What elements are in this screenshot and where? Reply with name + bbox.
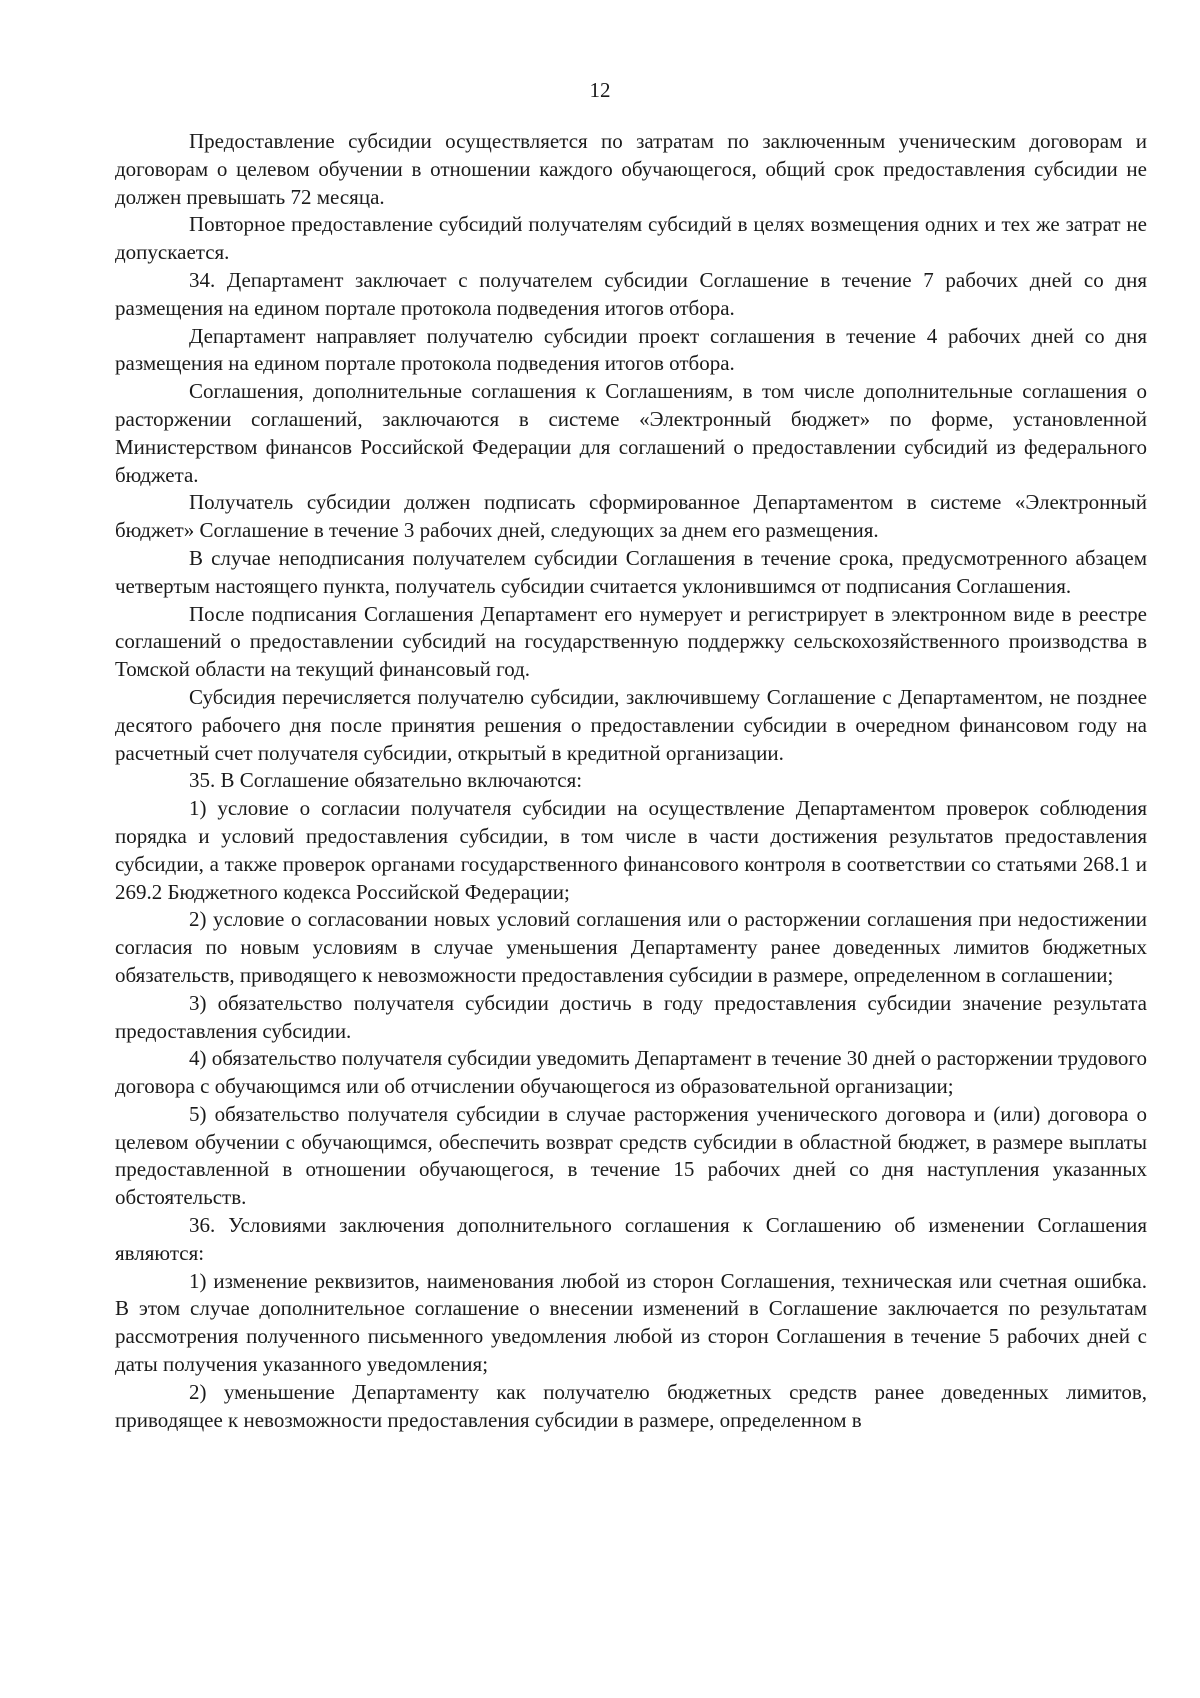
paragraph: 1) изменение реквизитов, наименования любой из сторон Соглашения, техническая или счетная ошибка. В этом случае дополнительное соглашение о внесении изменений в Соглашение заключается по результатам рассмотрения полученного письменного уведомления любой из сторон Соглашения в течение 5 рабочих дней с даты получения указанного уведомления; [115, 1268, 1147, 1377]
paragraph: 36. Условиями заключения дополнительного соглашения к Соглашению об изменении Соглашения являются: [115, 1213, 1147, 1265]
paragraph: После подписания Соглашения Департамент его нумерует и регистрирует в электронном виде в реестре соглашений о предоставлении субсидий на государственную поддержку сельскохозяйственного производства в Томской области на текущий финансовый год. [115, 601, 1147, 682]
paragraph: В случае неподписания получателем субсидии Соглашения в течение срока, предусмотренного абзацем четвертым настоящего пункта, получатель субсидии считается уклонившимся от подписания Соглашения. [115, 545, 1147, 598]
paragraph: Субсидия перечисляется получателю субсидии, заключившему Соглашение с Департаментом, не позднее десятого рабочего дня после принятия решения о предоставлении субсидии в очередном финансовом году на расчетный счет получателя субсидии, открытый в кредитной организации. [115, 684, 1147, 765]
paragraph: Департамент направляет получателю субсидии проект соглашения в течение 4 рабочих дней со дня размещения на едином портале протокола подведения итогов отбора. [115, 323, 1147, 376]
paragraph: Соглашения, дополнительные соглашения к Соглашениям, в том числе дополнительные соглашения о расторжении соглашений, заключаются в системе «Электронный бюджет» по форме, установленной Министерством финансов Российской Федерации для соглашений о предоставлении субсидий из федерального бюджета. [115, 379, 1147, 487]
paragraph: 2) условие о согласовании новых условий соглашения или о расторжении соглашения при недостижении согласия по новым условиям в случае уменьшения Департаменту ранее доведенных лимитов бюджетных обязательств, приводящего к невозможности предоставления субсидии в размере, определенном в соглашении; [115, 907, 1147, 987]
paragraph: Получатель субсидии должен подписать сформированное Департаментом в системе «Электронный бюджет» Соглашение в течение 3 рабочих дней, следующих за днем его размещения. [115, 490, 1147, 543]
paragraph: 2) уменьшение Департаменту как получателю бюджетных средств ранее доведенных лимитов, приводящее к невозможности предоставления субсидии в размере, определенном в [115, 1379, 1147, 1432]
paragraph: Повторное предоставление субсидий получателям субсидий в целях возмещения одних и тех же затрат не допускается. [115, 212, 1147, 265]
paragraph: 4) обязательство получателя субсидии уведомить Департамент в течение 30 дней о расторжении трудового договора с обучающимся или об отчислении обучающегося из образовательной организации; [115, 1046, 1147, 1099]
page-number: 12 [589, 78, 611, 102]
paragraph: 34. Департамент заключает с получателем субсидии Соглашение в течение 7 рабочих дней со дня размещения на едином портале протокола подведения итогов отбора. [115, 267, 1147, 320]
paragraph: 5) обязательство получателя субсидии в случае расторжения ученического договора и (или) договора о целевом обучении с обучающимся, обеспечить возврат средств субсидии в областной бюджет, в размере выплаты предоставленной в отношении обучающегося, в течение 15 рабочих дней со дня наступления указанных обстоятельств. [115, 1101, 1147, 1210]
paragraph: 1) условие о согласии получателя субсидии на осуществление Департаментом проверок соблюдения порядка и условий предоставления субсидии, в том числе в части достижения результатов предоставления субсидии, а также проверок органами государственного финансового контроля в соответствии со статьями 268.1 и 269.2 Бюджетного кодекса Российской Федерации; [115, 796, 1147, 904]
document-body [115, 128, 1147, 1434]
paragraph: 3) обязательство получателя субсидии достичь в году предоставления субсидии значение результата предоставления субсидии. [115, 990, 1147, 1043]
paragraph: Предоставление субсидии осуществляется по затратам по заключенным ученическим договорам и договорам о целевом обучении в отношении каждого обучающегося, общий срок предоставления субсидии не должен превышать 72 месяца. [115, 129, 1147, 209]
paragraph: 35. В Соглашение обязательно включаются: [189, 768, 583, 793]
